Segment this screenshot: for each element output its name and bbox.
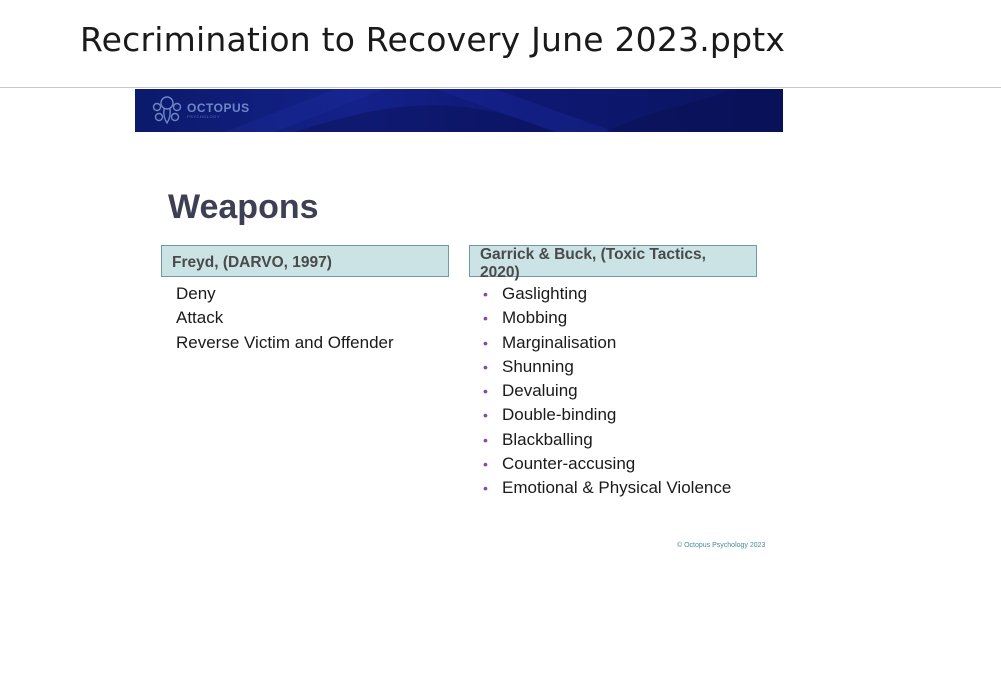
bullet-icon: •: [483, 358, 488, 375]
list-item: [483, 380, 731, 404]
bullet-icon: •: [483, 456, 488, 473]
bullet-icon: •: [483, 334, 488, 351]
list-item: [483, 477, 731, 501]
left-column-header: Freyd, (DARVO, 1997): [161, 245, 449, 277]
right-header-line-1: Garrick & Buck, (Toxic Tactics,: [480, 246, 706, 263]
document-title: Recrimination to Recovery June 2023.pptx: [80, 20, 786, 59]
document-header: [0, 0, 1001, 88]
list-item: [483, 307, 731, 331]
list-item: [483, 453, 731, 477]
bullet-icon: •: [483, 286, 488, 302]
bullet-icon: •: [483, 431, 488, 448]
slide-heading: Weapons: [168, 188, 319, 226]
list-item: Attack: [176, 308, 224, 328]
list-item: Deny: [176, 284, 216, 303]
list-item: Reverse Victim and Offender: [176, 332, 394, 352]
list-item: [483, 429, 731, 453]
list-item: [483, 283, 731, 307]
list-item-label: Counter-accusing: [502, 454, 636, 474]
list-item-label: Mobbing: [502, 308, 568, 328]
list-item-label: Shunning: [502, 356, 574, 376]
logo-name: OCTOPUS: [187, 100, 250, 115]
list-item: [483, 332, 731, 356]
octopus-icon: [151, 95, 183, 125]
darvo-list: [176, 283, 394, 356]
octopus-logo: [151, 95, 250, 125]
list-item-label: Blackballing: [502, 429, 593, 449]
bullet-icon: •: [483, 480, 488, 497]
bullet-icon: •: [483, 407, 488, 424]
list-item-label: Gaslighting: [502, 284, 588, 303]
list-item-label: Marginalisation: [502, 332, 617, 352]
slide[interactable]: [135, 89, 783, 559]
bullet-icon: •: [483, 383, 488, 400]
logo-subtitle: PSYCHOLOGY: [187, 113, 221, 119]
slide-footer-copyright: © Octopus Psychology 2023: [677, 542, 766, 549]
list-item-label: Double-binding: [502, 405, 617, 425]
list-item: [483, 404, 731, 428]
toxic-tactics-list: [483, 283, 731, 502]
list-item: [483, 356, 731, 380]
bullet-icon: •: [483, 310, 488, 327]
right-header-line-2: 2020): [480, 264, 520, 281]
slide-banner: [135, 89, 783, 132]
list-item-label: Devaluing: [502, 381, 578, 401]
right-column-header: [469, 245, 757, 281]
list-item-label: Emotional & Physical Violence: [502, 478, 732, 498]
